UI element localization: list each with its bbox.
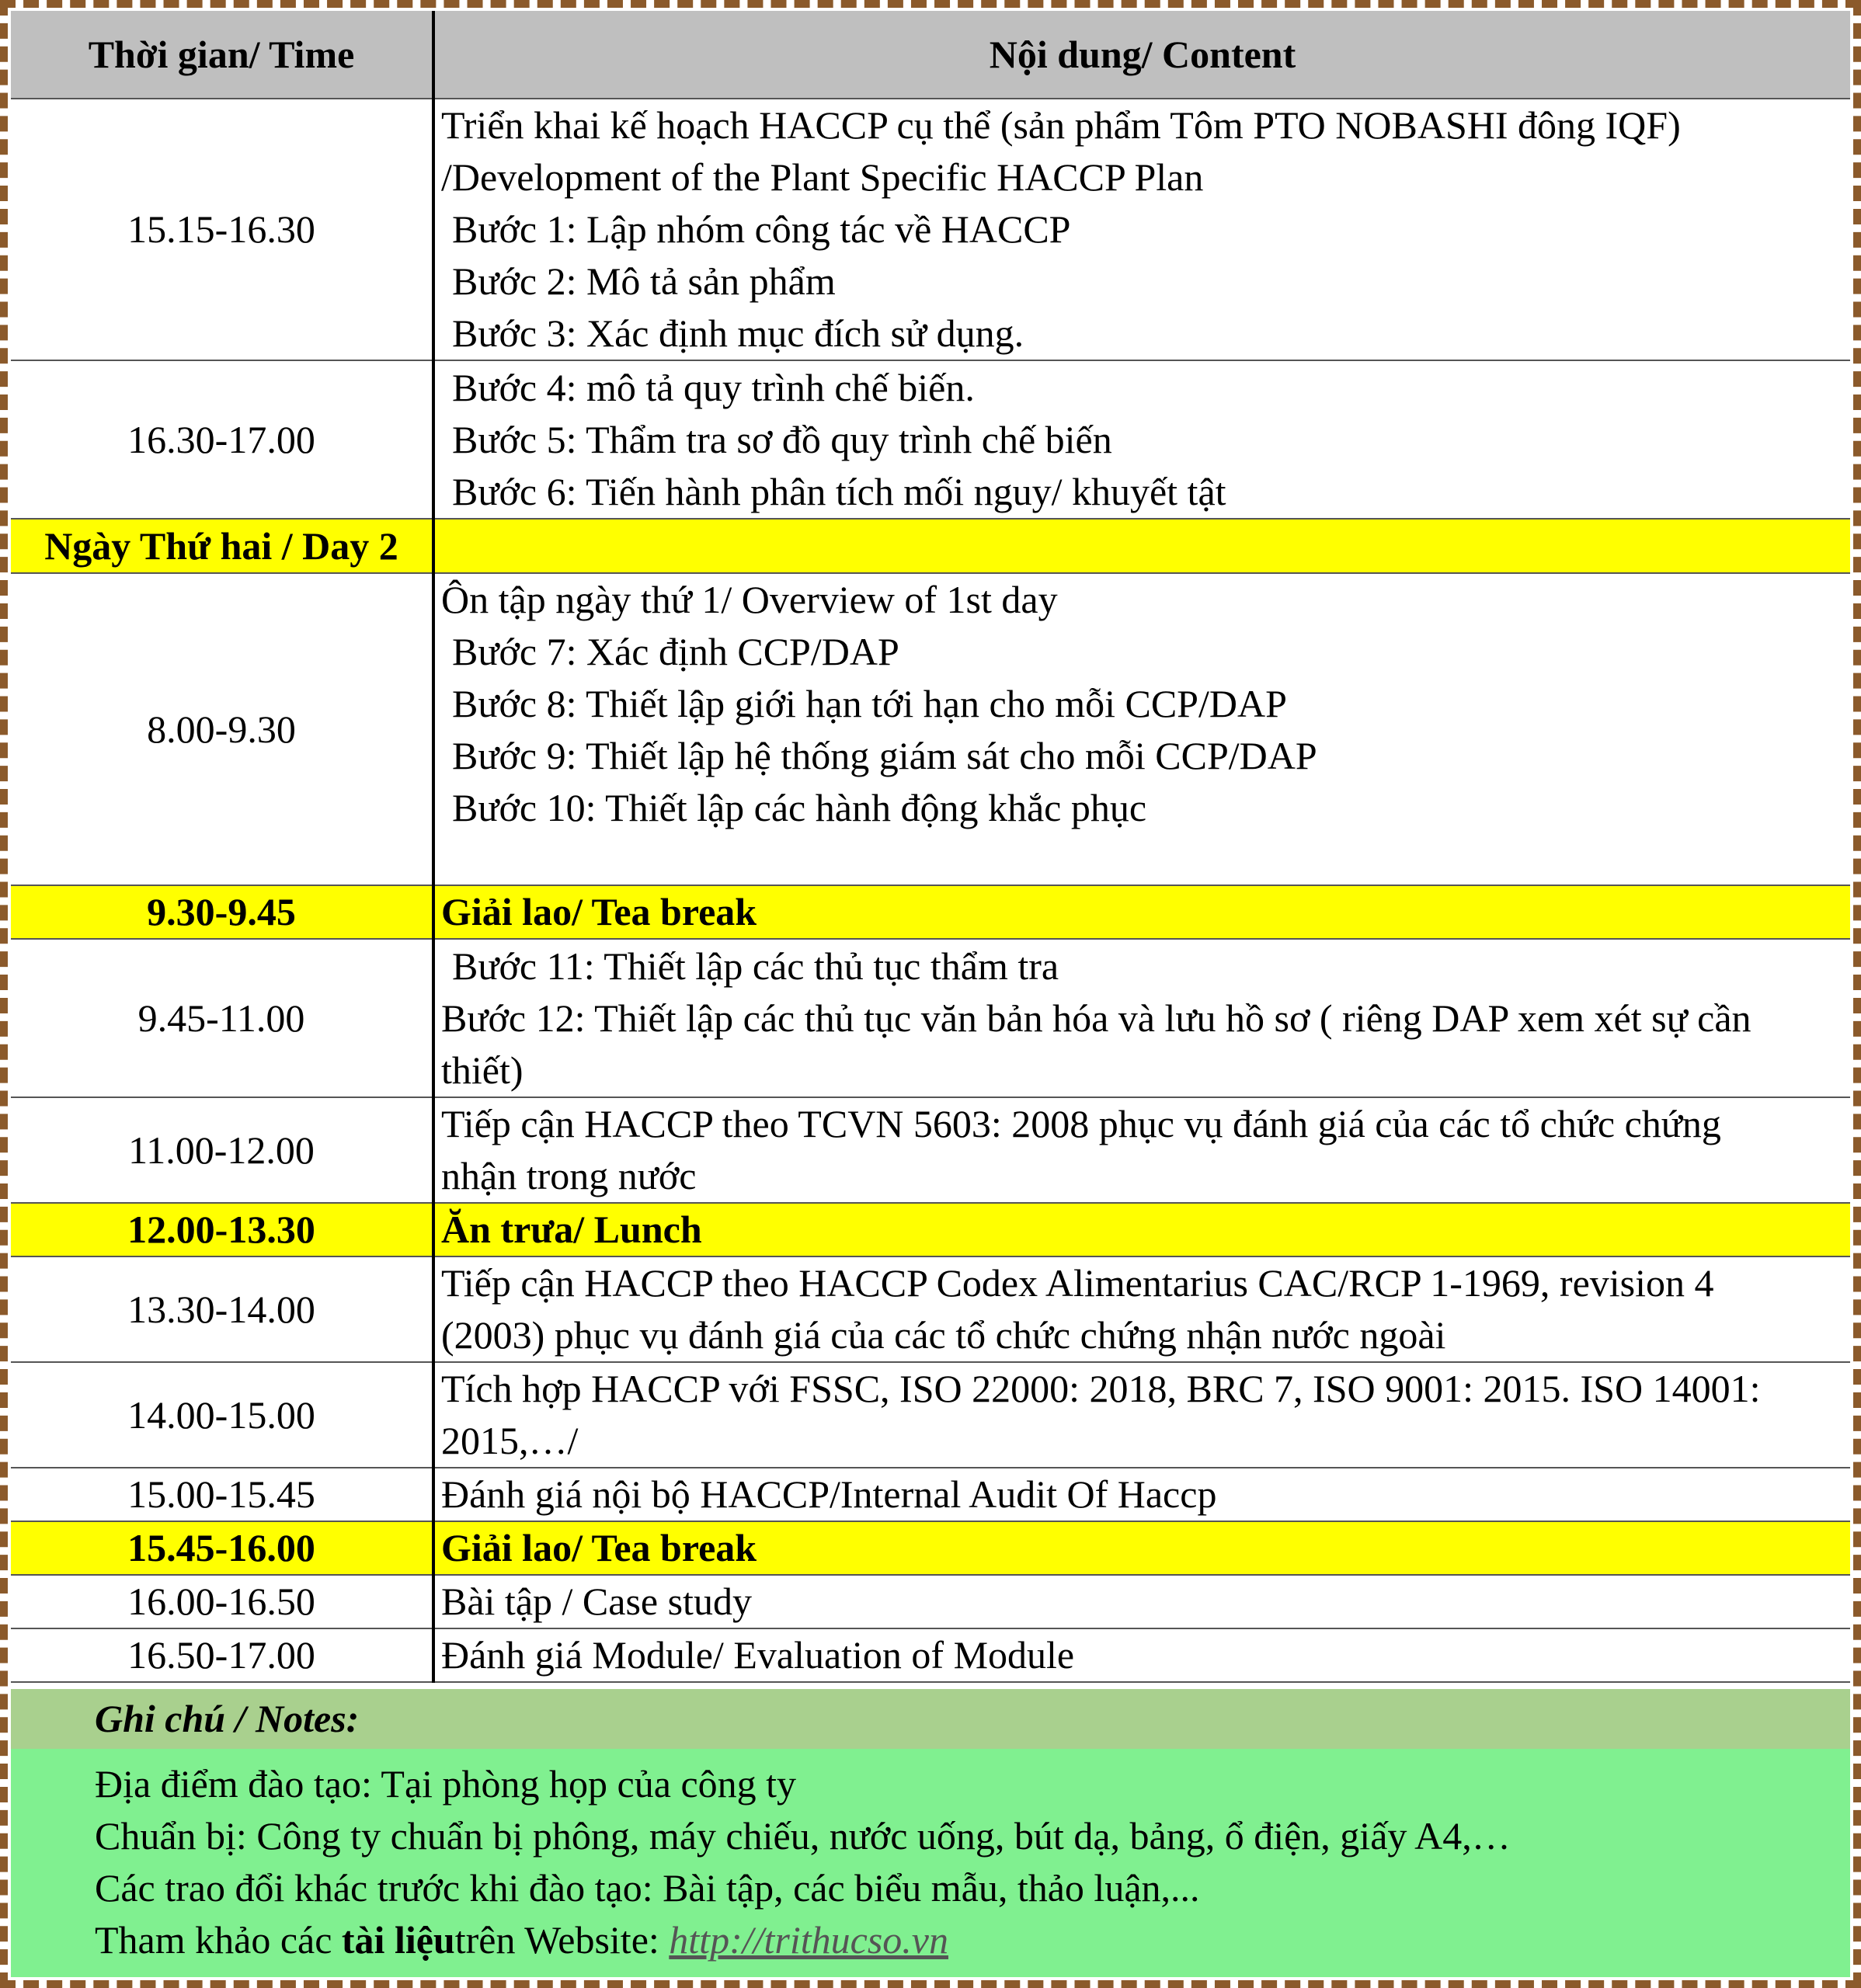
- content-line: Bước 1: Lập nhóm công tác về HACCP: [452, 207, 1071, 251]
- content-cell: [433, 1468, 1850, 1521]
- notes-ref-middle: trên Website:: [454, 1918, 670, 1962]
- content-line: Bài tập / Case study: [441, 1580, 752, 1623]
- content-line: (2003) phục vụ đánh giá của các tổ chức chứng nhận nước ngoài: [441, 1313, 1446, 1357]
- notes-reference: [95, 1914, 1850, 1966]
- schedule-table: [11, 11, 1850, 1683]
- notes-section: [11, 1749, 1850, 1977]
- content-cell: [433, 1362, 1850, 1468]
- time-cell: 14.00-15.00: [11, 1362, 433, 1468]
- content-line: /Development of the Plant Specific HACCP Plan: [441, 155, 1204, 199]
- schedule-body: [11, 99, 1850, 1682]
- time-cell: 12.00-13.30: [11, 1203, 433, 1256]
- notes-ref-bold: tài liệu: [341, 1918, 455, 1962]
- content-line: Tiếp cận HACCP theo HACCP Codex Alimentarius CAC/RCP 1-1969, revision 4: [441, 1261, 1714, 1305]
- table-row: [11, 360, 1850, 519]
- table-row: [11, 99, 1850, 360]
- time-column-header: Thời gian/ Time: [11, 11, 433, 99]
- content-line: Tiếp cận HACCP theo TCVN 5603: 2008 phục vụ đánh giá của các tổ chức chứng: [441, 1102, 1721, 1145]
- table-row: [11, 1575, 1850, 1628]
- content-line: thiết): [441, 1048, 524, 1092]
- content-line: Bước 2: Mô tả sản phẩm: [452, 259, 836, 303]
- content-cell: [433, 360, 1850, 519]
- content-cell: [433, 99, 1850, 360]
- table-row: [11, 939, 1850, 1097]
- schedule-sheet: [11, 11, 1850, 1977]
- content-cell: [433, 1575, 1850, 1628]
- notes-location: Địa điểm đào tạo: Tại phòng họp của công ty: [95, 1762, 797, 1806]
- content-cell: [433, 1097, 1850, 1203]
- notes-other: Các trao đổi khác trước khi đào tạo: Bài tập, các biểu mẫu, thảo luận,...: [95, 1866, 1200, 1910]
- content-line: 2015,…/: [441, 1419, 579, 1462]
- content-cell: [433, 939, 1850, 1097]
- content-line: nhận trong nước: [441, 1154, 697, 1197]
- content-cell: [433, 573, 1850, 885]
- table-row: [11, 573, 1850, 885]
- time-cell: 11.00-12.00: [11, 1097, 433, 1203]
- content-line: Bước 12: Thiết lập các thủ tục văn bản hóa và lưu hồ sơ ( riêng DAP xem xét sự cần: [441, 996, 1751, 1040]
- break-row: [11, 1521, 1850, 1575]
- break-row: [11, 1203, 1850, 1256]
- table-row: [11, 1256, 1850, 1362]
- time-cell: 13.30-14.00: [11, 1256, 433, 1362]
- table-row: [11, 1362, 1850, 1468]
- content-line: Bước 4: mô tả quy trình chế biến.: [452, 365, 975, 409]
- content-line: Bước 11: Thiết lập các thủ tục thẩm tra: [452, 944, 1059, 988]
- content-line: Bước 6: Tiến hành phân tích mối nguy/ khuyết tật: [452, 469, 1226, 513]
- day-label: Ngày Thứ hai / Day 2: [11, 519, 433, 573]
- day-separator-row: [11, 519, 1850, 573]
- time-cell: 16.30-17.00: [11, 360, 433, 519]
- time-cell: 15.00-15.45: [11, 1468, 433, 1521]
- time-cell: 9.30-9.45: [11, 885, 433, 939]
- table-row: [11, 1468, 1850, 1521]
- notes-heading: Ghi chú / Notes:: [11, 1689, 1850, 1749]
- content-line: Bước 7: Xác định CCP/DAP: [452, 630, 899, 673]
- time-cell: 15.15-16.30: [11, 99, 433, 360]
- content-line: Bước 8: Thiết lập giới hạn tới hạn cho mỗi CCP/DAP: [452, 682, 1287, 725]
- notes-preparation: Chuẩn bị: Công ty chuẩn bị phông, máy chiếu, nước uống, bút dạ, bảng, ổ điện, giấy A4,…: [95, 1814, 1511, 1858]
- day-content-cell: [433, 519, 1850, 573]
- content-line: Đánh giá nội bộ HACCP/Internal Audit Of Haccp: [441, 1472, 1217, 1516]
- content-column-header: Nội dung/ Content: [433, 11, 1850, 99]
- time-cell: 8.00-9.30: [11, 573, 433, 885]
- content-line: Tích hợp HACCP với FSSC, ISO 22000: 2018, BRC 7, ISO 9001: 2015. ISO 14001:: [441, 1367, 1761, 1410]
- content-cell: Ăn trưa/ Lunch: [433, 1203, 1850, 1256]
- content-cell: [433, 1628, 1850, 1682]
- table-header-row: [11, 11, 1850, 99]
- content-line: Triển khai kế hoạch HACCP cụ thể (sản phẩm Tôm PTO NOBASHI đông IQF): [441, 103, 1681, 147]
- content-line: Bước 5: Thẩm tra sơ đồ quy trình chế biến: [452, 417, 1112, 461]
- content-line: Bước 3: Xác định mục đích sử dụng.: [452, 311, 1024, 355]
- time-cell: 16.50-17.00: [11, 1628, 433, 1682]
- time-cell: 9.45-11.00: [11, 939, 433, 1097]
- content-line: Bước 9: Thiết lập hệ thống giám sát cho mỗi CCP/DAP: [452, 734, 1317, 777]
- content-line: Bước 10: Thiết lập các hành động khắc phục: [452, 786, 1147, 829]
- content-cell: Giải lao/ Tea break: [433, 885, 1850, 939]
- content-cell: Giải lao/ Tea break: [433, 1521, 1850, 1575]
- table-row: [11, 1628, 1850, 1682]
- website-link[interactable]: http://trithucso.vn: [669, 1918, 948, 1962]
- content-line: Ôn tập ngày thứ 1/ Overview of 1st day: [441, 578, 1058, 621]
- time-cell: 15.45-16.00: [11, 1521, 433, 1575]
- table-row: [11, 1097, 1850, 1203]
- content-cell: [433, 1256, 1850, 1362]
- time-cell: 16.00-16.50: [11, 1575, 433, 1628]
- notes-ref-prefix: Tham khảo các: [95, 1918, 342, 1962]
- content-line: Đánh giá Module/ Evaluation of Module: [441, 1633, 1075, 1677]
- break-row: [11, 885, 1850, 939]
